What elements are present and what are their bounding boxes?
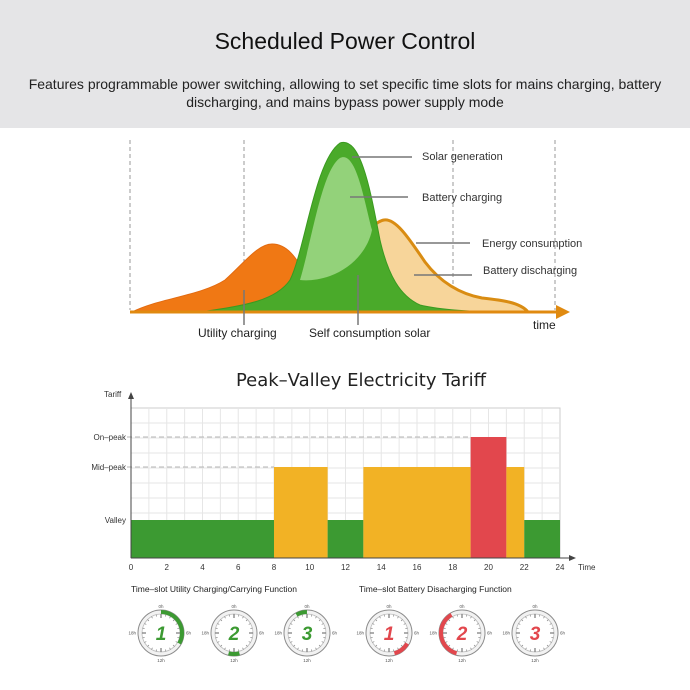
clock-group: [128, 604, 565, 663]
y-axis-label: Tariff: [104, 390, 122, 399]
label-time-axis: time: [533, 318, 556, 332]
clock-number: 2: [228, 624, 240, 645]
clock-hour-label: 12h: [531, 658, 539, 663]
x-tick-label: 14: [376, 563, 386, 572]
x-tick-label: 22: [519, 563, 529, 572]
page-title: Scheduled Power Control: [214, 28, 476, 54]
x-tick-label: 16: [412, 563, 422, 572]
clock-arc: [229, 653, 240, 654]
timeslot-clock: [201, 604, 264, 663]
clock-hour-label: 6h: [186, 630, 192, 636]
label-self-consumption-solar: Self consumption solar: [309, 326, 431, 340]
label-battery-charging: Battery charging: [422, 192, 503, 204]
clock-hour-label: 12h: [303, 658, 311, 663]
clock-number: 2: [456, 624, 468, 645]
clock-hour-label: 6h: [560, 630, 566, 636]
clock-hour-label: 18h: [356, 630, 364, 636]
clock-number: 3: [529, 624, 541, 645]
timeslot-clock: [274, 604, 337, 663]
clock-hour-label: 12h: [157, 658, 165, 663]
x-axis-label: Time: [578, 563, 596, 572]
clock-hour-label: 0h: [231, 604, 237, 609]
page-subtitle: Features programmable power switching, allowing to set specific time slots for mains charging, battery discharging, and mains bypass power supply mode: [28, 76, 662, 110]
y-level-label: On–peak: [93, 433, 126, 442]
label-utility-charging: Utility charging: [198, 326, 277, 340]
clock-hour-label: 6h: [414, 630, 420, 636]
x-tick-label: 0: [128, 563, 134, 572]
clock-number: 1: [383, 624, 395, 645]
clock-hour-label: 12h: [385, 658, 393, 663]
label-energy-consumption: Energy consumption: [482, 238, 583, 250]
clock-hour-label: 6h: [332, 630, 338, 636]
x-tick-label: 12: [341, 563, 350, 572]
utility-caption: Time–slot Utility Charging/Carrying Function: [131, 584, 297, 594]
clock-hour-label: 12h: [458, 658, 466, 663]
clock-hour-label: 18h: [274, 630, 282, 636]
clock-hour-label: 0h: [459, 604, 465, 609]
timeslot-clock: [429, 604, 492, 663]
chart-title: Peak–Valley Electricity Tariff: [235, 370, 487, 391]
clock-hour-label: 0h: [386, 604, 392, 609]
label-battery-discharging: Battery discharging: [483, 265, 578, 277]
clock-hour-label: 18h: [502, 630, 510, 636]
x-tick-label: 2: [164, 563, 169, 572]
clock-hour-label: 6h: [487, 630, 493, 636]
clock-hour-label: 18h: [201, 630, 209, 636]
x-tick-label: 4: [200, 563, 205, 572]
x-tick-label: 24: [555, 563, 565, 572]
battery-caption: Time–slot Battery Disacharging Function: [359, 584, 512, 594]
y-level-label: Valley: [104, 516, 126, 525]
timeslot-clock: [502, 604, 565, 663]
clock-hour-label: 6h: [259, 630, 265, 636]
x-tick-label: 18: [448, 563, 458, 572]
x-tick-label: 20: [484, 563, 493, 572]
clock-number: 3: [301, 624, 313, 645]
y-level-label: Mid–peak: [91, 463, 126, 472]
clock-hour-label: 18h: [128, 630, 136, 636]
clock-hour-label: 12h: [230, 658, 238, 663]
x-tick-label: 10: [305, 563, 315, 572]
x-tick-label: 8: [271, 563, 277, 572]
clock-hour-label: 0h: [532, 604, 538, 609]
clock-hour-label: 0h: [304, 604, 310, 609]
timeslot-clock: [128, 604, 191, 663]
clock-number: 1: [155, 624, 167, 645]
label-solar-generation: Solar generation: [422, 151, 503, 163]
clock-hour-label: 0h: [158, 604, 164, 609]
timeslot-clock: [356, 604, 419, 663]
x-tick-label: 6: [236, 563, 241, 572]
clock-hour-label: 18h: [429, 630, 437, 636]
